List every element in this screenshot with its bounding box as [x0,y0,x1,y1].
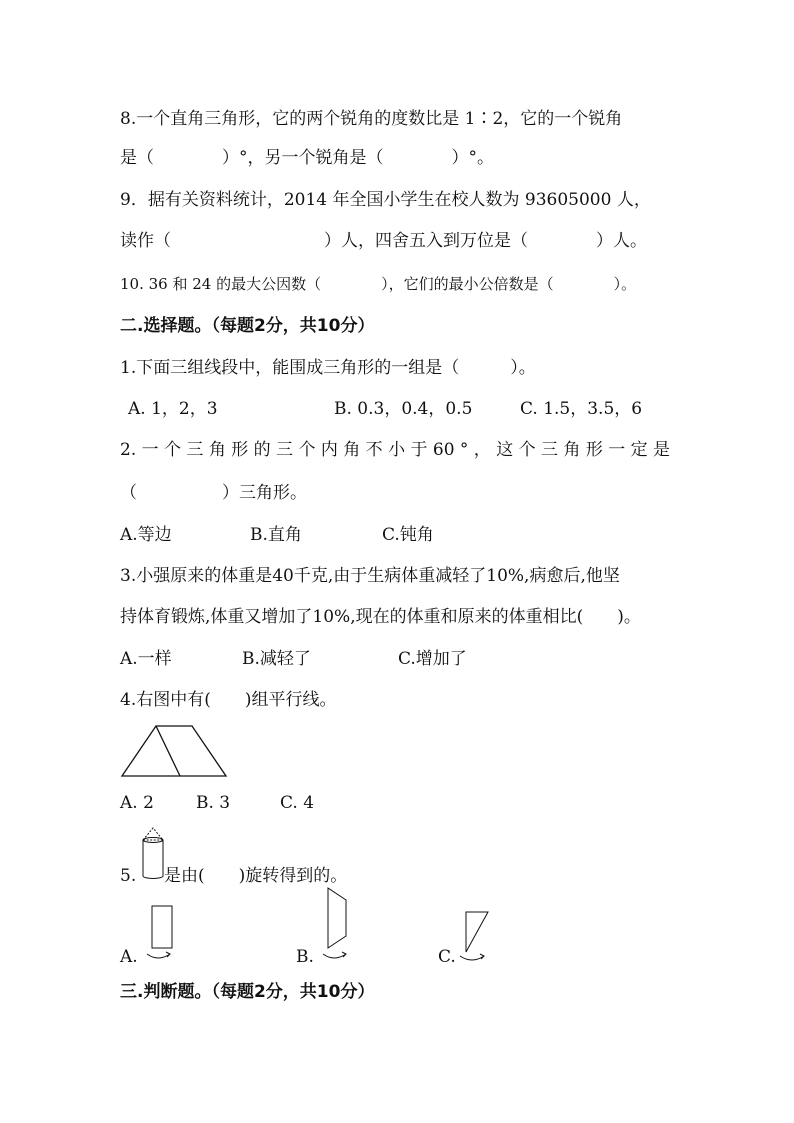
c5-number: 5. [120,866,137,886]
c4-option-a: A. 2 [120,793,154,813]
option-b-trapezoid-figure [322,886,362,966]
c5-option-c: C. [438,947,456,967]
c2-option-a: A.等边 [120,525,172,545]
c2-option-c: C.钝角 [382,525,434,545]
section3-title: 三.判断题。（每题2分，共10分） [120,982,375,1002]
rotation-arrow [323,954,346,958]
trapezoid-outline [122,726,226,776]
c1-stem: 1.下面三组线段中，能围成三角形的一组是（ ）。 [120,358,536,378]
c1-option-a: A. 1，2，3 [128,399,218,419]
c5-option-a: A. [120,947,138,967]
c3-option-a: A.一样 [120,649,172,669]
q9-line1: 9．据有关资料统计，2014 年全国小学生在校人数为 93605000 人， [120,190,651,210]
cylinder-top-ellipse [143,838,163,843]
q10-line1: 10. 36 和 24 的最大公因数（ ），它们的最小公倍数是（ ）。 [120,275,637,293]
c5-stem: 是由( )旋转得到的。 [164,866,348,886]
c3-stem-line1: 3.小强原来的体重是40千克,由于生病体重减轻了10%,病愈后,他坚 [120,566,620,586]
cylinder-cone-figure [140,826,166,882]
c2-stem-line2: （ ）三角形。 [120,483,307,503]
trapezoid-diagonal [156,726,180,776]
c3-option-b: B.减轻了 [242,649,311,669]
cylinder-bottom-ellipse [143,876,163,879]
c5-option-b: B. [296,947,314,967]
c1-option-c: C. 1.5，3.5，6 [520,399,643,419]
rotation-arrow [147,954,170,958]
c4-stem: 4.右图中有( )组平行线。 [120,690,337,710]
triangle-shape [466,912,488,952]
c3-option-c: C.增加了 [398,649,467,669]
q8-line1: 8.一个直角三角形，它的两个锐角的度数比是 1∶2，它的一个锐角 [120,109,623,129]
option-a-rectangle-figure [146,904,186,966]
q8-line2: 是（ ）°，另一个锐角是（ ）°。 [120,148,494,168]
trapezoid-shape [328,888,346,948]
rectangle-shape [152,906,172,948]
parallelogram-figure [118,722,230,780]
rotation-arrow [460,956,484,960]
q9-line2: 读作（ ）人，四舍五入到万位是（ ）人。 [120,231,647,251]
section2-title: 二.选择题。（每题2分，共10分） [120,316,375,336]
c4-option-b: B. 3 [196,793,231,813]
c2-option-b: B.直角 [250,525,302,545]
option-c-triangle-figure [458,910,498,968]
c2-stem-line1: 2. 一 个 三 角 形 的 三 个 内 角 不 小 于 60 ° ， 这 个 三 角 形 一 定 是 [120,440,671,460]
c3-stem-line2: 持体育锻炼,体重又增加了10%,现在的体重和原来的体重相比( )。 [120,607,641,627]
c1-option-b: B. 0.3，0.4，0.5 [334,399,473,419]
c4-option-c: C. 4 [280,793,315,813]
